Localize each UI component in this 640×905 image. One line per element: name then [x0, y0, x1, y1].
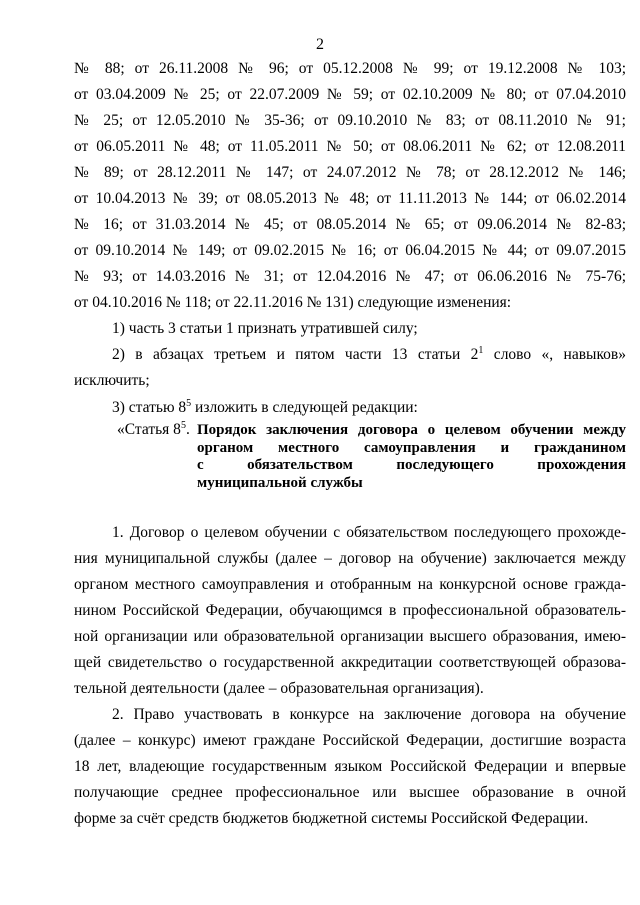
item-1: 1) часть 3 статьи 1 признать утратившей силу; [112, 320, 418, 337]
item-3 [112, 395, 626, 422]
paragraph-1-line: тельной деятельности (далее – образовательная организация). [74, 680, 484, 697]
paragraph-2-line: 18 лет, владеющие государственным языком Российской Федерации и впервые [74, 758, 626, 775]
paragraph-1-line: нином Российской Федерации, обучающимся в профессиональной образователь- [74, 602, 626, 619]
paragraph-2-line: получающие среднее профессиональное или высшее образование в очной [74, 784, 626, 801]
amendments-line: № 89; от 28.12.2011 № 147; от 24.07.2012 № 78; от 28.12.2012 № 146; [74, 164, 626, 181]
page-number: 2 [316, 36, 324, 53]
amendments-line: № 93; от 14.03.2016 № 31; от 12.04.2016 № 47; от 06.06.2016 № 75-76; [74, 268, 626, 285]
item-2-sup: 1 [478, 345, 484, 356]
article-label-text: «Статья 8 [117, 421, 181, 438]
article-label-sup: 5 [180, 420, 186, 431]
amendments-line: № 88; от 26.11.2008 № 96; от 05.12.2008 № 99; от 19.12.2008 № 103; [74, 60, 626, 77]
item-2-text: 2) в абзацах третьем и пятом части 13 статьи 2 [112, 346, 479, 363]
paragraph-1-line: ной организации или образовательной организации высшего образования, имею- [74, 628, 626, 645]
item-2-line-1 [112, 342, 626, 369]
paragraph-1-line: 1. Договор о целевом обучении с обязательством последующего прохожде- [112, 524, 626, 541]
amendments-last-line: от 04.10.2016 № 118; от 22.11.2016 № 131) следующие изменения: [74, 294, 512, 311]
item-3-text: 3) статью 8 [112, 399, 187, 416]
amendments-line: от 03.04.2009 № 25; от 22.07.2009 № 59; от 02.10.2009 № 80; от 07.04.2010 [74, 86, 626, 103]
paragraph-2-line: (далее – конкурс) имеют граждане Российской Федерации, достигшие возраста [74, 732, 626, 749]
paragraph-1-line: ния муниципальной службы (далее – договор на обучение) заключается между [74, 550, 626, 567]
amendments-line: № 16; от 31.03.2014 № 45; от 08.05.2014 № 65; от 09.06.2014 № 82-83; [74, 216, 626, 233]
amendments-line: от 06.05.2011 № 48; от 11.05.2011 № 50; от 08.06.2011 № 62; от 12.08.2011 [74, 138, 626, 155]
article-title-line: органом местного самоуправления и гражданином [197, 439, 626, 456]
item-2-line-2: исключить; [74, 372, 150, 389]
item-3-sup: 5 [186, 398, 192, 409]
item-3-text-suffix: изложить в следующей редакции: [191, 399, 418, 416]
item-2-text-suffix: слово «, навыков» [483, 346, 627, 363]
amendments-line: от 10.04.2013 № 39; от 08.05.2013 № 48; от 11.11.2013 № 144; от 06.02.2014 [74, 190, 626, 207]
amendments-line: от 09.10.2014 № 149; от 09.02.2015 № 16; от 06.04.2015 № 44; от 09.07.2015 [74, 242, 626, 259]
article-title-line: с обязательством последующего прохождения [197, 457, 626, 473]
paragraph-2-line: форме за счёт средств бюджетов бюджетной системы Российской Федерации. [74, 810, 589, 827]
article-title-line: муниципальной службы [197, 474, 363, 491]
article-label [117, 420, 190, 440]
article-title-line: Порядок заключения договора о целевом обучении между [197, 422, 626, 438]
article-label-dot: . [185, 421, 190, 438]
paragraph-2-line: 2. Право участвовать в конкурсе на заключение договора на обучение [112, 706, 626, 723]
amendments-line: № 25; от 12.05.2010 № 35-36; от 09.10.2010 № 83; от 08.11.2010 № 91; [74, 112, 626, 129]
paragraph-1-line: щей свидетельство о государственной аккредитации соответствующей образова- [74, 654, 626, 671]
paragraph-1-line: органом местного самоуправления и отобранным на конкурсной основе гражда- [74, 576, 626, 593]
